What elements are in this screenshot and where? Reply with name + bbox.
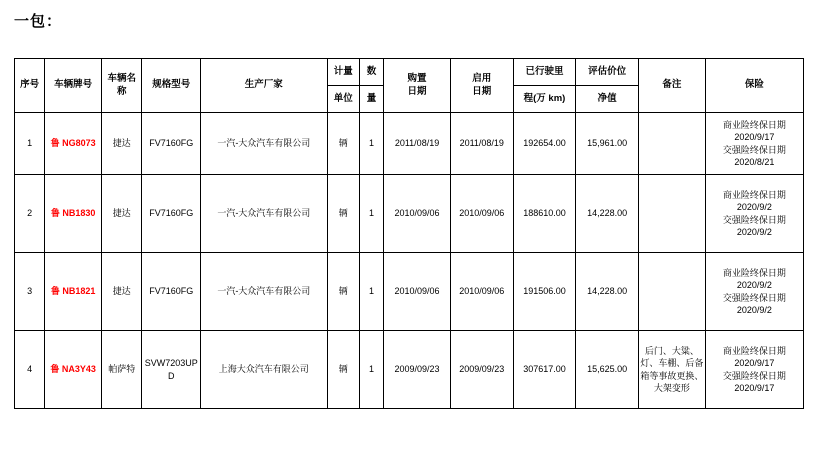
cell-spec-model: SVW7203UPD [142, 331, 201, 409]
cell-purchase-date: 2009/09/23 [384, 331, 451, 409]
cell-vehicle-name: 捷达 [101, 113, 141, 175]
cell-purchase-date: 2011/08/19 [384, 113, 451, 175]
cell-plate [45, 331, 102, 409]
cell-mileage: 192654.00 [513, 113, 576, 175]
cell-unit: 辆 [327, 113, 359, 175]
cell-plate [45, 253, 102, 331]
cell-mileage: 188610.00 [513, 175, 576, 253]
col-header-qty-bottom: 量 [359, 86, 383, 113]
cell-remark: 后门、大粱、灯、车棚、后备箱等事故更换、大架变形 [639, 331, 706, 409]
col-header-start-date-top: 启用 [472, 72, 492, 84]
cell-start-date: 2009/09/23 [450, 331, 513, 409]
col-header-insurance: 保险 [705, 59, 803, 113]
table-row [15, 113, 804, 175]
cell-start-date: 2010/09/06 [450, 253, 513, 331]
cell-insurance: 商业险终保日期 2020/9/2 交强险终保日期 2020/9/2 [705, 253, 803, 331]
cell-unit: 辆 [327, 175, 359, 253]
cell-vehicle-name: 捷达 [101, 175, 141, 253]
cell-qty: 1 [359, 113, 383, 175]
cell-qty: 1 [359, 253, 383, 331]
col-header-mileage-top: 已行驶里 [513, 59, 576, 86]
cell-spec-model: FV7160FG [142, 113, 201, 175]
document-page [0, 10, 818, 474]
plate-number: 鲁 NB1830 [50, 208, 96, 219]
col-header-remark: 备注 [639, 59, 706, 113]
cell-qty: 1 [359, 175, 383, 253]
cell-remark [639, 113, 706, 175]
col-header-spec-model: 规格型号 [142, 59, 201, 113]
cell-manufacturer: 一汽-大众汽车有限公司 [201, 113, 327, 175]
cell-unit: 辆 [327, 331, 359, 409]
plate-number: 鲁 NG8073 [50, 138, 96, 149]
cell-insurance: 商业险终保日期 2020/9/17 交强险终保日期 2020/8/21 [705, 113, 803, 175]
table-row [15, 253, 804, 331]
cell-net-value: 14,228.00 [576, 175, 639, 253]
cell-plate [45, 113, 102, 175]
cell-manufacturer: 一汽-大众汽车有限公司 [201, 175, 327, 253]
col-header-value-top: 评估价位 [576, 59, 639, 86]
col-header-mileage-bottom: 程(万 km) [513, 86, 576, 113]
col-header-start-date [450, 59, 513, 113]
cell-plate [45, 175, 102, 253]
table-header-row [15, 59, 804, 86]
cell-spec-model: FV7160FG [142, 175, 201, 253]
table-body [15, 113, 804, 409]
col-header-value-bottom: 净值 [576, 86, 639, 113]
cell-manufacturer: 一汽-大众汽车有限公司 [201, 253, 327, 331]
col-header-qty-top: 数 [359, 59, 383, 86]
cell-net-value: 15,961.00 [576, 113, 639, 175]
col-header-start-date-bottom: 日期 [472, 85, 492, 97]
cell-index: 3 [15, 253, 45, 331]
cell-mileage: 307617.00 [513, 331, 576, 409]
cell-insurance: 商业险终保日期 2020/9/17 交强险终保日期 2020/9/17 [705, 331, 803, 409]
plate-number: 鲁 NB1821 [50, 286, 96, 297]
col-header-measure-top: 计量 [327, 59, 359, 86]
page-title: 一包： [14, 13, 63, 30]
vehicle-table [14, 58, 804, 409]
cell-net-value: 15,625.00 [576, 331, 639, 409]
cell-remark [639, 175, 706, 253]
col-header-purchase-date-top: 购置 [407, 72, 427, 84]
col-header-purchase-date [384, 59, 451, 113]
cell-insurance: 商业险终保日期 2020/9/2 交强险终保日期 2020/9/2 [705, 175, 803, 253]
plate-number: 鲁 NA3Y43 [50, 364, 96, 375]
cell-purchase-date: 2010/09/06 [384, 175, 451, 253]
col-header-manufacturer: 生产厂家 [201, 59, 327, 113]
cell-spec-model: FV7160FG [142, 253, 201, 331]
cell-manufacturer: 上海大众汽车有限公司 [201, 331, 327, 409]
cell-net-value: 14,228.00 [576, 253, 639, 331]
table-header [15, 59, 804, 113]
table-row [15, 331, 804, 409]
col-header-purchase-date-bottom: 日期 [407, 85, 427, 97]
cell-purchase-date: 2010/09/06 [384, 253, 451, 331]
vehicle-table-container [14, 58, 804, 409]
col-header-plate: 车辆牌号 [45, 59, 102, 113]
cell-qty: 1 [359, 331, 383, 409]
cell-index: 1 [15, 113, 45, 175]
cell-index: 4 [15, 331, 45, 409]
cell-vehicle-name: 帕萨特 [101, 331, 141, 409]
cell-start-date: 2010/09/06 [450, 175, 513, 253]
col-header-measure-bottom: 单位 [327, 86, 359, 113]
cell-vehicle-name: 捷达 [101, 253, 141, 331]
cell-unit: 辆 [327, 253, 359, 331]
col-header-index: 序号 [15, 59, 45, 113]
cell-start-date: 2011/08/19 [450, 113, 513, 175]
cell-mileage: 191506.00 [513, 253, 576, 331]
cell-index: 2 [15, 175, 45, 253]
table-row [15, 175, 804, 253]
col-header-vehicle-name: 车辆名称 [101, 59, 141, 113]
cell-remark [639, 253, 706, 331]
